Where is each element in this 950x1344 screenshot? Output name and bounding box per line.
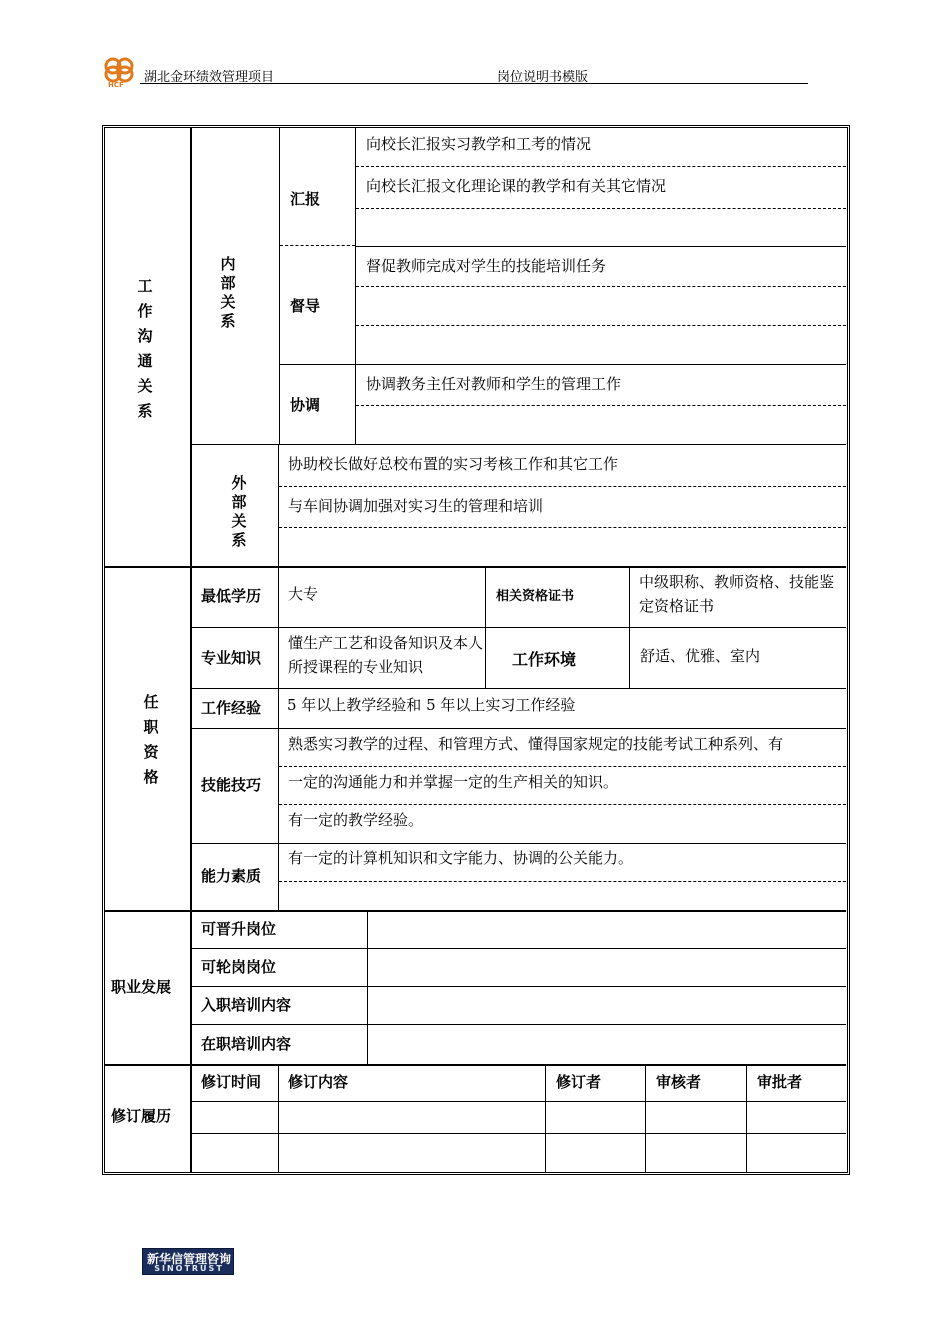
report-item: 向校长汇报实习教学和工考的情况 xyxy=(366,135,592,153)
certificate-value: 中级职称、教师资格、技能鉴定资格证书 xyxy=(639,573,835,615)
experience-value: 5 年以上教学经验和 5 年以上实习工作经验 xyxy=(287,696,576,714)
supervise-label: 督导 xyxy=(290,297,321,315)
career-row-promotion: 可晋升岗位 xyxy=(201,920,277,938)
external-relations-label: 外部关系 xyxy=(231,474,247,549)
revision-section-label: 修订履历 xyxy=(111,1107,172,1125)
environment-label: 工作环境 xyxy=(512,650,577,669)
experience-label: 工作经验 xyxy=(201,699,262,717)
qualification-section-label: 任职资格 xyxy=(143,693,159,786)
coordinate-item: 协调教务主任对教师和学生的管理工作 xyxy=(366,375,622,393)
communication-section-label: 工作沟通关系 xyxy=(137,277,153,420)
sinotrust-logo xyxy=(142,1248,234,1275)
hcf-logo-text: HCF xyxy=(108,81,124,89)
revision-col-auditor: 审核者 xyxy=(656,1073,702,1091)
education-value: 大专 xyxy=(288,585,319,603)
coordinate-label: 协调 xyxy=(290,396,321,414)
revision-col-reviser: 修订者 xyxy=(556,1073,602,1091)
skill-label: 技能技巧 xyxy=(201,776,262,794)
report-label: 汇报 xyxy=(290,190,321,208)
skill-line: 熟悉实习教学的过程、和管理方式、懂得国家规定的技能考试工种系列、有 xyxy=(288,735,784,753)
knowledge-value: 懂生产工艺和设备知识及本人所授课程的专业知识 xyxy=(288,634,484,676)
skill-line: 有一定的教学经验。 xyxy=(288,811,424,829)
career-row-rotation: 可轮岗岗位 xyxy=(201,958,277,976)
revision-col-time: 修订时间 xyxy=(201,1073,262,1091)
environment-value: 舒适、优雅、室内 xyxy=(640,647,761,665)
career-row-inservice-training: 在职培训内容 xyxy=(201,1035,292,1053)
ability-value: 有一定的计算机知识和文字能力、协调的公关能力。 xyxy=(288,849,634,867)
education-label: 最低学历 xyxy=(201,587,262,605)
ability-label: 能力素质 xyxy=(201,867,262,885)
revision-col-approver: 审批者 xyxy=(757,1073,803,1091)
header-rule xyxy=(140,83,808,84)
report-item: 向校长汇报文化理论课的教学和有关其它情况 xyxy=(366,177,667,195)
knowledge-label: 专业知识 xyxy=(201,649,262,667)
project-name: 湖北金环绩效管理项目 xyxy=(144,70,275,85)
skill-line: 一定的沟通能力和并掌握一定的生产相关的知识。 xyxy=(288,773,619,791)
career-row-onboarding-training: 入职培训内容 xyxy=(201,996,292,1014)
certificate-label: 相关资格证书 xyxy=(496,589,575,604)
sinotrust-logo-en: SINOTRUST xyxy=(154,1264,224,1273)
supervise-item: 督促教师完成对学生的技能培训任务 xyxy=(366,257,607,275)
external-item: 与车间协调加强对实习生的管理和培训 xyxy=(288,497,544,515)
external-item: 协助校长做好总校布置的实习考核工作和其它工作 xyxy=(288,455,619,473)
document-title: 岗位说明书模版 xyxy=(497,70,589,85)
revision-col-content: 修订内容 xyxy=(288,1073,349,1091)
internal-relations-label: 内部关系 xyxy=(220,255,236,330)
career-section-label: 职业发展 xyxy=(111,978,172,996)
sinotrust-logo-cn: 新华信管理咨询 xyxy=(147,1252,232,1266)
hcf-logo xyxy=(100,54,138,90)
